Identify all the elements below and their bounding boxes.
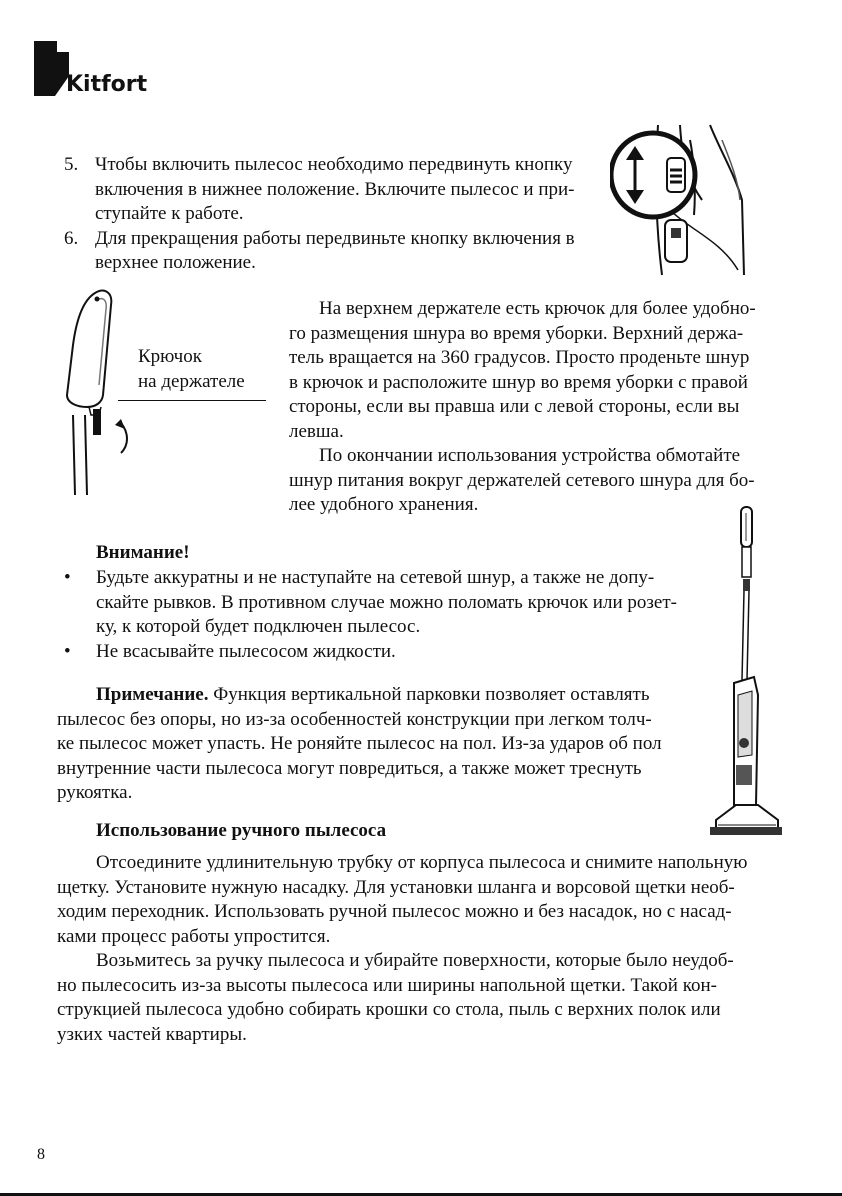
upright-vacuum-illustration	[706, 505, 786, 845]
text-line: Возьмитесь за ручку пылесоса и убирайте поверхности, которые было неудоб-	[96, 950, 734, 971]
text-line: узких частей квартиры.	[57, 1023, 247, 1045]
hook-label-line: Крючок	[138, 346, 202, 367]
bullet: •	[64, 567, 71, 588]
text-line: го размещения шнура во время уборки. Верхний держа-	[289, 322, 744, 344]
handheld-text	[57, 851, 787, 1047]
brand-name: Kitfort	[66, 72, 148, 97]
step-number: 5.	[64, 154, 79, 175]
page-number: 8	[37, 1146, 45, 1163]
text-line: но пылесосить из-за высоты пылесоса или ширины напольной щетки. Такой кон-	[57, 974, 717, 996]
text-line: ке пылесос может упасть. Не роняйте пылесос на пол. Из-за ударов об пол	[57, 733, 662, 754]
hook-description	[289, 297, 789, 518]
text-line: левша.	[289, 420, 344, 442]
list-item	[64, 640, 724, 665]
step-line: Чтобы включить пылесос необходимо передвинуть кнопку	[95, 154, 573, 175]
text-line: ками процесс работы упростится.	[57, 925, 331, 947]
text-line: щетку. Установите нужную насадку. Для установки шланга и ворсовой щетки необ-	[57, 876, 735, 898]
hook-callout-line	[118, 400, 266, 401]
text-line: Отсоедините удлинительную трубку от корпуса пылесоса и снимите напольную	[96, 852, 748, 873]
warning-list	[64, 566, 724, 664]
text-line: скайте рывков. В противном случае можно поломать крючок или розет-	[96, 591, 677, 613]
note-paragraph	[57, 683, 717, 806]
text-line: пылесос без опоры, но из-за особенностей конструкции при легком толч-	[57, 708, 652, 730]
text-line: Будьте аккуратны и не наступайте на сетевой шнур, а также не допу-	[96, 567, 655, 588]
text-line: По окончании использования устройства обмотайте	[319, 445, 741, 466]
steps-list	[64, 153, 624, 276]
section-heading: Использование ручного пылесоса	[96, 820, 387, 841]
hook-label	[138, 345, 245, 394]
text-line: ходим переходник. Использовать ручной пылесос можно и без насадок, но с насад-	[57, 901, 732, 922]
bullet: •	[64, 640, 71, 662]
text-line: в крючок и расположите шнур во время уборки с правой	[289, 371, 748, 393]
hook-label-line: на держателе	[138, 370, 245, 392]
list-item	[64, 566, 724, 640]
step-number: 6.	[64, 227, 79, 249]
text-line	[57, 683, 717, 708]
text-line: ку, к которой будет подключен пылесос.	[96, 616, 421, 637]
step-line: Для прекращения работы передвиньте кнопку включения в	[95, 227, 575, 249]
text-line: лее удобного хранения.	[289, 494, 479, 515]
note-label: Примечание.	[96, 684, 209, 705]
text-line: тель вращается на 360 градусов. Просто проденьте шнур	[289, 347, 750, 368]
list-item	[64, 153, 624, 227]
text-line: На верхнем держателе есть крючок для более удобно-	[319, 298, 756, 319]
step-line: ступайте к работе.	[95, 203, 244, 224]
text-line: Не всасывайте пылесосом жидкости.	[96, 640, 396, 662]
hook-illustration	[55, 285, 145, 500]
list-item	[64, 227, 624, 276]
step-line: включения в нижнее положение. Включите пылесос и при-	[95, 178, 575, 200]
power-switch-illustration	[610, 120, 760, 280]
step-line: верхнее положение.	[95, 252, 256, 273]
text-line: струкцией пылесоса удобно собирать крошки со стола, пыль с верхних полок или	[57, 999, 721, 1020]
warning-title: Внимание!	[96, 542, 190, 563]
text-line: рукоятка.	[57, 782, 133, 803]
text-line: стороны, если вы правша или с левой стороны, если вы	[289, 396, 740, 417]
text-line: внутренние части пылесоса могут повредиться, а также может треснуть	[57, 757, 642, 779]
text-line: шнур питания вокруг держателей сетевого шнура для бо-	[289, 469, 755, 491]
note-first-line: Функция вертикальной парковки позволяет оставлять	[208, 684, 650, 705]
